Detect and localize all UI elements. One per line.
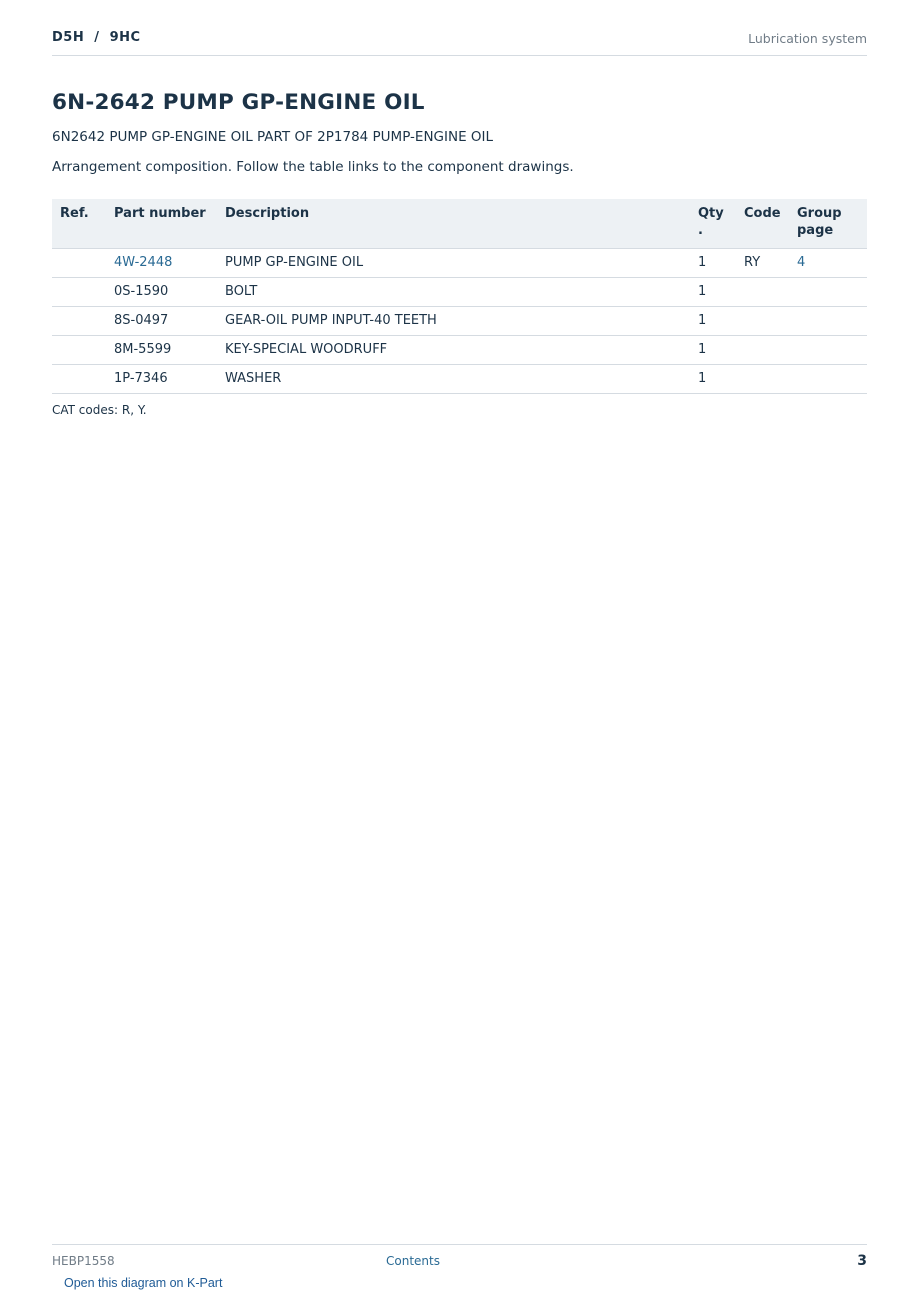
cell-code xyxy=(744,336,797,365)
cell-ref xyxy=(52,336,114,365)
cell-description: BOLT xyxy=(225,278,698,307)
cell-code xyxy=(744,278,797,307)
cell-group-page xyxy=(797,365,867,394)
cell-group-page xyxy=(797,307,867,336)
cell-group-page xyxy=(797,249,867,278)
intro-text: Arrangement composition. Follow the table links to the component drawings. xyxy=(52,159,574,175)
breadcrumb: D5H / 9HC xyxy=(52,30,141,45)
cell-code: RY xyxy=(744,249,797,278)
cell-part-number: 8S-0497 xyxy=(114,307,225,336)
group-page-link[interactable]: 4 xyxy=(797,255,806,270)
cell-code xyxy=(744,365,797,394)
cell-ref xyxy=(52,249,114,278)
table-row xyxy=(52,249,867,278)
cell-ref xyxy=(52,307,114,336)
section-name: Lubrication system xyxy=(748,31,867,46)
cell-part-number xyxy=(114,249,225,278)
cell-qty: 1 xyxy=(698,307,744,336)
cell-description: GEAR-OIL PUMP INPUT-40 TEETH xyxy=(225,307,698,336)
col-header-qty-line2: . xyxy=(698,223,703,238)
page-header xyxy=(52,28,867,56)
col-header-group-line2: page xyxy=(797,223,834,238)
page-number: 3 xyxy=(857,1253,867,1269)
contents-link[interactable]: Contents xyxy=(386,1254,440,1268)
cat-codes-note: CAT codes: R, Y. xyxy=(52,403,147,417)
cell-group-page xyxy=(797,278,867,307)
table-header-row xyxy=(52,199,867,249)
col-header-group-page xyxy=(797,199,867,249)
document-id: HEBP1558 xyxy=(52,1254,115,1268)
col-header-description: Description xyxy=(225,199,698,249)
cell-description: KEY-SPECIAL WOODRUFF xyxy=(225,336,698,365)
open-k-part-link[interactable]: Open this diagram on K-Part xyxy=(64,1276,223,1290)
cell-part-number: 0S-1590 xyxy=(114,278,225,307)
cell-code xyxy=(744,307,797,336)
page-subtitle: 6N2642 PUMP GP-ENGINE OIL PART OF 2P1784 PUMP-ENGINE OIL xyxy=(52,129,494,145)
cell-qty: 1 xyxy=(698,365,744,394)
table-row xyxy=(52,365,867,394)
table-row xyxy=(52,278,867,307)
cell-description: WASHER xyxy=(225,365,698,394)
col-header-qty xyxy=(698,199,744,249)
cell-ref xyxy=(52,278,114,307)
col-header-code: Code xyxy=(744,199,797,249)
col-header-qty-line1: Qty xyxy=(698,206,724,221)
col-header-ref: Ref. xyxy=(52,199,114,249)
table-row xyxy=(52,307,867,336)
cell-part-number: 1P-7346 xyxy=(114,365,225,394)
cell-qty: 1 xyxy=(698,336,744,365)
col-header-group-line1: Group xyxy=(797,206,842,221)
table-row xyxy=(52,336,867,365)
parts-table xyxy=(52,199,867,394)
page-title: 6N-2642 PUMP GP-ENGINE OIL xyxy=(52,90,425,115)
cell-group-page xyxy=(797,336,867,365)
cell-description: PUMP GP-ENGINE OIL xyxy=(225,249,698,278)
part-number-link[interactable]: 4W-2448 xyxy=(114,255,173,270)
col-header-part-number: Part number xyxy=(114,199,225,249)
cell-qty: 1 xyxy=(698,249,744,278)
cell-part-number: 8M-5599 xyxy=(114,336,225,365)
cell-ref xyxy=(52,365,114,394)
cell-qty: 1 xyxy=(698,278,744,307)
